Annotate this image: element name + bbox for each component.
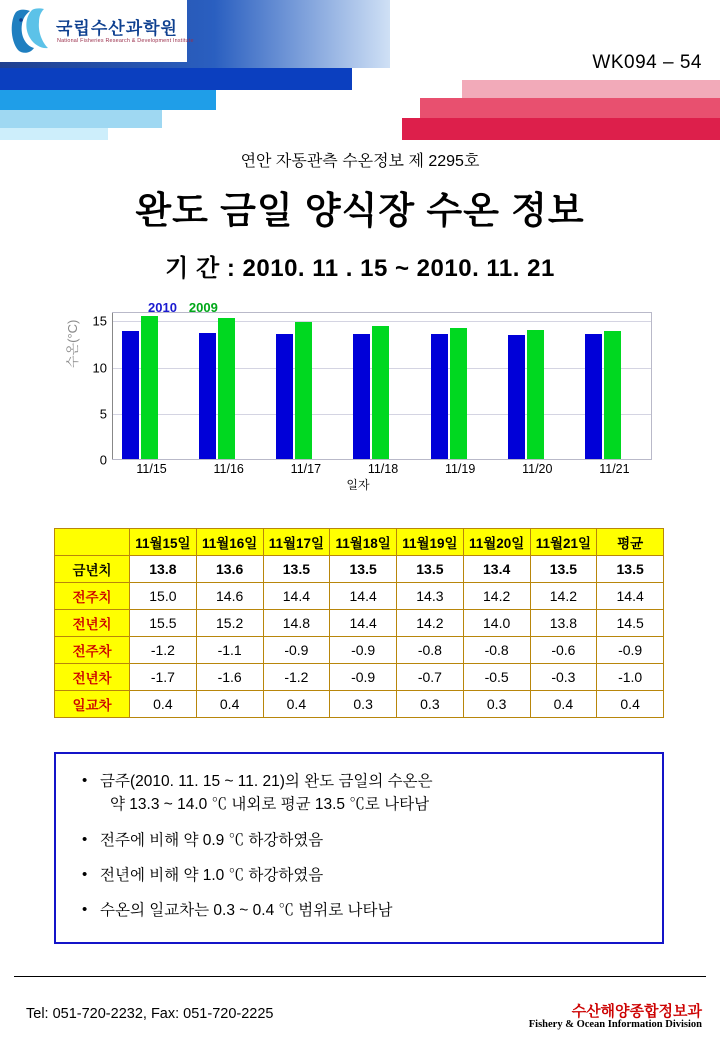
table-column-header: 11월18일 <box>330 529 397 556</box>
chart-bar-group <box>499 312 576 476</box>
chart-bar-group <box>422 312 499 476</box>
table-column-header: 11월16일 <box>196 529 263 556</box>
table-cell: -1.2 <box>263 664 330 691</box>
table-cell: 14.4 <box>330 583 397 610</box>
header-pink-bar-2 <box>420 98 720 118</box>
chart-bar-2009 <box>295 322 312 459</box>
chart-bar-2010 <box>353 334 370 459</box>
footer-division-en: Fishery & Ocean Information Division <box>528 1019 702 1030</box>
page-header <box>0 0 720 140</box>
table-cell: 14.5 <box>597 610 664 637</box>
chart-bar-2009 <box>141 316 158 459</box>
table-cell: -1.1 <box>196 637 263 664</box>
chart-x-tick: 11/18 <box>367 462 399 476</box>
table-cell: 0.4 <box>130 691 197 718</box>
table-header-row <box>55 529 664 556</box>
summary-item <box>82 829 644 852</box>
chart-y-tick: 5 <box>99 406 107 422</box>
table-cell: 14.4 <box>330 610 397 637</box>
organization-logo <box>0 0 194 62</box>
table-cell: 0.4 <box>530 691 597 718</box>
temperature-bar-chart <box>56 298 660 494</box>
chart-bar-2010 <box>585 334 602 459</box>
summary-item-line: 약 13.3 ~ 14.0 ℃ 내외로 평균 13.5 ℃로 나타남 <box>110 796 430 814</box>
table-row <box>55 583 664 610</box>
chart-y-axis-label: 수온(°C) <box>65 319 80 368</box>
table-cell: 0.3 <box>397 691 464 718</box>
summary-item-line: 금주(2010. 11. 15 ~ 11. 21)의 완도 금일의 수온은 <box>100 773 433 790</box>
organization-name-kr: 국립수산과학원 <box>56 19 178 38</box>
summary-item <box>82 899 644 922</box>
chart-x-tick: 11/20 <box>522 462 553 476</box>
table-cell: 0.4 <box>263 691 330 718</box>
table-row-header: 전주치 <box>55 583 130 610</box>
report-subtitle <box>0 148 720 171</box>
table-column-header: 11월15일 <box>130 529 197 556</box>
table-cell: 14.8 <box>263 610 330 637</box>
table-row <box>55 691 664 718</box>
legend-series-2009: 2009 <box>188 300 218 315</box>
chart-y-tick: 10 <box>92 360 107 375</box>
table-column-header: 11월19일 <box>397 529 464 556</box>
table-cell: 14.2 <box>463 583 530 610</box>
table-cell: 0.4 <box>597 691 664 718</box>
table-cell: -1.7 <box>130 664 197 691</box>
chart-x-tick: 11/16 <box>213 462 244 476</box>
chart-x-tick: 11/19 <box>444 462 476 476</box>
table-cell: 14.3 <box>397 583 464 610</box>
table-cell: 14.2 <box>397 610 464 637</box>
table-cell: 15.5 <box>130 610 197 637</box>
table-cell: 13.8 <box>530 610 597 637</box>
chart-bar-2009 <box>372 326 389 459</box>
table-cell: -0.9 <box>597 637 664 664</box>
header-blue-bar-5 <box>0 128 108 140</box>
table-column-header <box>55 529 130 556</box>
table-cell: -0.5 <box>463 664 530 691</box>
chart-bar-2009 <box>604 331 621 459</box>
footer-divider <box>14 976 706 977</box>
table-cell: 13.5 <box>597 556 664 583</box>
table-row-header: 일교차 <box>55 691 130 718</box>
table-cell: -0.9 <box>263 637 330 664</box>
chart-bar-group <box>267 312 344 476</box>
table-cell: -0.9 <box>330 664 397 691</box>
summary-item-line: 수온의 일교차는 0.3 ~ 0.4 ℃ 범위로 나타남 <box>100 902 393 919</box>
table-cell: 13.5 <box>330 556 397 583</box>
table-column-header: 11월20일 <box>463 529 530 556</box>
document-code: WK094 – 54 <box>592 52 702 73</box>
summary-box <box>54 752 664 944</box>
organization-name-en: National Fisheries Research & Development Institute <box>57 38 194 44</box>
table-cell: 13.5 <box>397 556 464 583</box>
chart-x-tick: 11/17 <box>290 462 322 476</box>
table-cell: -1.0 <box>597 664 664 691</box>
table-cell: 0.4 <box>196 691 263 718</box>
chart-bar-group <box>190 312 267 476</box>
table-cell: 14.6 <box>196 583 263 610</box>
table-row-header: 금년치 <box>55 556 130 583</box>
chart-x-tick: 11/21 <box>599 462 630 476</box>
table-row-header: 전년치 <box>55 610 130 637</box>
table-cell: -1.6 <box>196 664 263 691</box>
legend-series-2010: 2010 <box>148 300 177 315</box>
page-title: 완도 금일 양식장 수온 정보 <box>135 190 585 231</box>
table-cell: 13.5 <box>263 556 330 583</box>
header-blue-bar-2 <box>0 68 352 90</box>
table-cell: -0.8 <box>463 637 530 664</box>
table-row <box>55 637 664 664</box>
chart-bar-group <box>344 312 421 476</box>
table-cell: 15.2 <box>196 610 263 637</box>
chart-bar-2010 <box>122 331 139 459</box>
footer-division-kr: 수산해양종합정보과 <box>571 1003 702 1020</box>
table-column-header: 11월17일 <box>263 529 330 556</box>
chart-bar-2010 <box>431 334 448 459</box>
report-period: 기 간 : 2010. 11 . 15 ~ 2010. 11. 21 <box>165 255 555 282</box>
table-cell: 13.5 <box>530 556 597 583</box>
table-cell: -0.7 <box>397 664 464 691</box>
table-cell: 0.3 <box>330 691 397 718</box>
table-cell: -1.2 <box>130 637 197 664</box>
table-row <box>55 556 664 583</box>
chart-bar-group <box>576 312 653 476</box>
table-row-header: 전주차 <box>55 637 130 664</box>
report-subtitle-text: 연안 자동관측 수온정보 제 2295호 <box>240 153 480 170</box>
chart-bar-2010 <box>199 333 216 459</box>
chart-bar-2010 <box>276 334 293 459</box>
summary-item-line: 전주에 비해 약 0.9 ℃ 하강하였음 <box>100 831 324 849</box>
table-cell: 14.0 <box>463 610 530 637</box>
header-blue-bar-3 <box>0 90 216 110</box>
table-cell: 14.2 <box>530 583 597 610</box>
table-cell: -0.6 <box>530 637 597 664</box>
table-cell: 14.4 <box>597 583 664 610</box>
table-row <box>55 610 664 637</box>
summary-item <box>82 864 644 887</box>
table-cell: -0.3 <box>530 664 597 691</box>
table-row <box>55 664 664 691</box>
table-column-header: 평균 <box>597 529 664 556</box>
header-pink-bar-3 <box>402 118 720 140</box>
summary-item <box>82 770 644 817</box>
footer-contact: Tel: 051-720-2232, Fax: 051-720-2225 <box>26 1006 274 1022</box>
table-cell: -0.9 <box>330 637 397 664</box>
chart-x-tick: 11/15 <box>136 462 167 476</box>
header-blue-bar-4 <box>0 110 162 128</box>
table-cell: 15.0 <box>130 583 197 610</box>
table-cell: 13.6 <box>196 556 263 583</box>
chart-bar-2009 <box>218 318 235 459</box>
chart-y-tick: 15 <box>92 313 107 329</box>
table-cell: 13.8 <box>130 556 197 583</box>
header-pink-bar-1 <box>462 80 720 98</box>
fish-icon <box>8 6 52 56</box>
table-cell: 14.4 <box>263 583 330 610</box>
summary-item-line: 전년에 비해 약 1.0 ℃ 하강하였음 <box>100 866 324 884</box>
table-cell: 0.3 <box>463 691 530 718</box>
table-cell: 13.4 <box>463 556 530 583</box>
chart-x-axis-label: 일자 <box>346 478 370 492</box>
table-cell: -0.8 <box>397 637 464 664</box>
chart-plot-area <box>92 312 652 476</box>
chart-bar-2010 <box>508 335 525 459</box>
chart-bar-2009 <box>527 330 544 460</box>
chart-y-tick: 0 <box>99 452 107 468</box>
table-row-header: 전년차 <box>55 664 130 691</box>
temperature-data-table <box>54 528 664 718</box>
table-column-header: 11월21일 <box>530 529 597 556</box>
chart-bar-2009 <box>450 328 467 459</box>
chart-bar-group <box>113 312 190 476</box>
